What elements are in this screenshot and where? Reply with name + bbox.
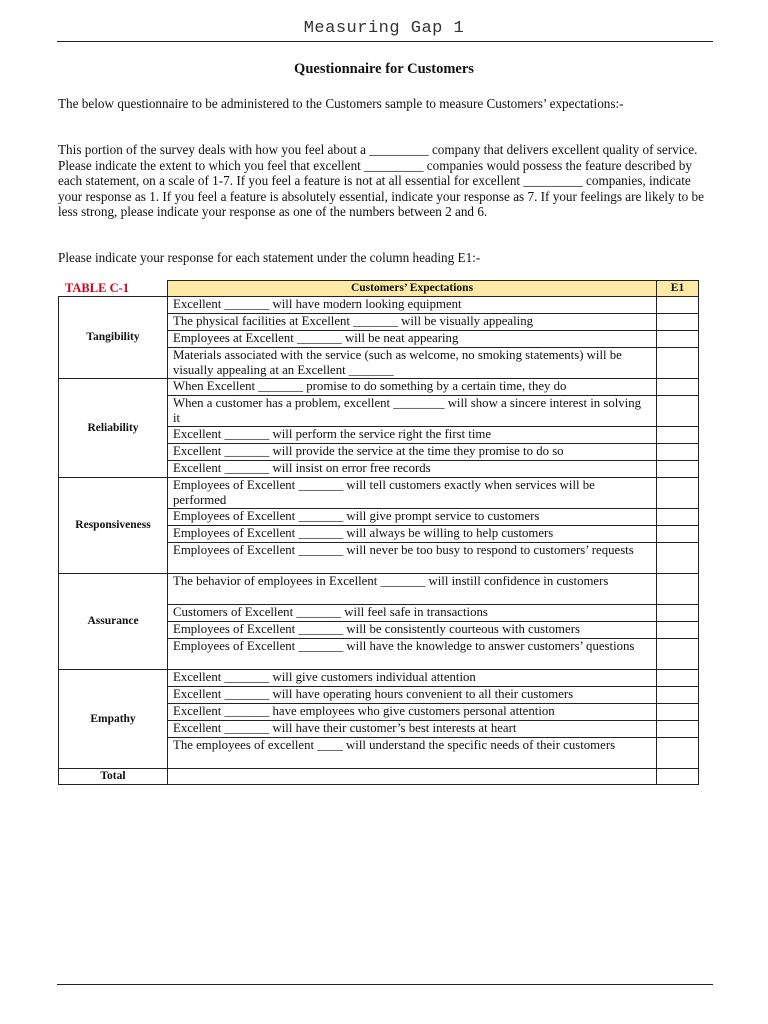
expectations-table: [58, 280, 699, 785]
statement-cell: Employees of Excellent _______ will be consistently courteous with customers: [168, 622, 657, 639]
statement-cell: Materials associated with the service (such as welcome, no smoking statements) will be visually appealing at an Excellent _______: [168, 348, 657, 379]
statement-cell: The physical facilities at Excellent _______ will be visually appealing: [168, 314, 657, 331]
statement-cell: Excellent _______ will give customers individual attention: [168, 670, 657, 687]
total-score-cell[interactable]: [657, 769, 699, 785]
footer-rule: [57, 984, 713, 985]
e1-response-cell[interactable]: [657, 427, 699, 444]
statement-cell: Excellent _______ will insist on error free records: [168, 461, 657, 478]
statement-cell: When a customer has a problem, excellent ________ will show a sincere interest in solving it: [168, 396, 657, 427]
total-blank-cell: [168, 769, 657, 785]
statement-cell: Employees of Excellent _______ will have the knowledge to answer customers’ questions: [168, 639, 657, 670]
category-assurance: Assurance: [59, 574, 168, 670]
table-label: TABLE C-1: [65, 281, 130, 295]
table-row: [59, 379, 699, 396]
statement-cell: Employees of Excellent _______ will always be willing to help customers: [168, 526, 657, 543]
category-tangibility: Tangibility: [59, 297, 168, 379]
statement-cell: Excellent _______ will have their customer’s best interests at heart: [168, 721, 657, 738]
e1-response-cell[interactable]: [657, 331, 699, 348]
e1-response-cell[interactable]: [657, 396, 699, 427]
e1-response-cell[interactable]: [657, 444, 699, 461]
statement-cell: Excellent _______ will have operating hours convenient to all their customers: [168, 687, 657, 704]
instruction-paragraph: Please indicate your response for each statement under the column heading E1:-: [58, 250, 481, 265]
e1-response-cell[interactable]: [657, 622, 699, 639]
statement-cell: The behavior of employees in Excellent _______ will instill confidence in customers: [168, 574, 657, 605]
statement-cell: Employees at Excellent _______ will be neat appearing: [168, 331, 657, 348]
category-reliability: Reliability: [59, 379, 168, 478]
statement-cell: The employees of excellent ____ will understand the specific needs of their customers: [168, 738, 657, 769]
e1-response-cell[interactable]: [657, 461, 699, 478]
e1-response-cell[interactable]: [657, 605, 699, 622]
e1-response-cell[interactable]: [657, 639, 699, 670]
e1-response-cell[interactable]: [657, 687, 699, 704]
e1-response-cell[interactable]: [657, 574, 699, 605]
e1-response-cell[interactable]: [657, 478, 699, 509]
e1-response-cell[interactable]: [657, 738, 699, 769]
running-header-title: Measuring Gap 1: [303, 19, 465, 38]
e1-response-cell[interactable]: [657, 670, 699, 687]
category-responsiveness: Responsiveness: [59, 478, 168, 574]
total-label: Total: [59, 769, 168, 785]
header-rule: [57, 41, 713, 42]
column-header-e1: E1: [657, 281, 699, 297]
e1-response-cell[interactable]: [657, 704, 699, 721]
table-header-row: [59, 281, 699, 297]
e1-response-cell[interactable]: [657, 721, 699, 738]
e1-response-cell[interactable]: [657, 297, 699, 314]
e1-response-cell[interactable]: [657, 543, 699, 574]
statement-cell: Excellent _______ will perform the service right the first time: [168, 427, 657, 444]
statement-cell: Excellent _______ will provide the service at the time they promise to do so: [168, 444, 657, 461]
table-row: [59, 297, 699, 314]
statement-cell: Customers of Excellent _______ will feel safe in transactions: [168, 605, 657, 622]
intro-paragraph: The below questionnaire to be administered to the Customers sample to measure Customers’ expectations:-: [58, 96, 624, 111]
document-title: Questionnaire for Customers: [294, 61, 474, 77]
total-row: [59, 769, 699, 785]
table-row: [59, 670, 699, 687]
e1-response-cell[interactable]: [657, 509, 699, 526]
table-row: [59, 478, 699, 509]
statement-cell: Excellent _______ will have modern looking equipment: [168, 297, 657, 314]
statement-cell: Excellent _______ have employees who give customers personal attention: [168, 704, 657, 721]
statement-cell: Employees of Excellent _______ will tell customers exactly when services will be performed: [168, 478, 657, 509]
e1-response-cell[interactable]: [657, 379, 699, 396]
column-header-expectations: Customers’ Expectations: [168, 281, 657, 297]
description-paragraph: This portion of the survey deals with how you feel about a _________ company that delivers excellent quality of service. Please indicate the extent to which you feel that excellent _________ companies would possess the feature described by each statement, on a scale of 1-7. If you feel a feature is not at all essential for excellent _________ companies, indicate your response as 1. If you feel a feature is absolutely essential, indicate your response as 7. If your feelings are likely to be less strong, please indicate your response as one of the numbers between 2 and 6.: [58, 142, 704, 220]
table-row: [59, 574, 699, 605]
e1-response-cell[interactable]: [657, 314, 699, 331]
statement-cell: Employees of Excellent _______ will never be too busy to respond to customers’ requests: [168, 543, 657, 574]
e1-response-cell[interactable]: [657, 348, 699, 379]
statement-cell: Employees of Excellent _______ will give prompt service to customers: [168, 509, 657, 526]
e1-response-cell[interactable]: [657, 526, 699, 543]
category-empathy: Empathy: [59, 670, 168, 769]
statement-cell: When Excellent _______ promise to do something by a certain time, they do: [168, 379, 657, 396]
